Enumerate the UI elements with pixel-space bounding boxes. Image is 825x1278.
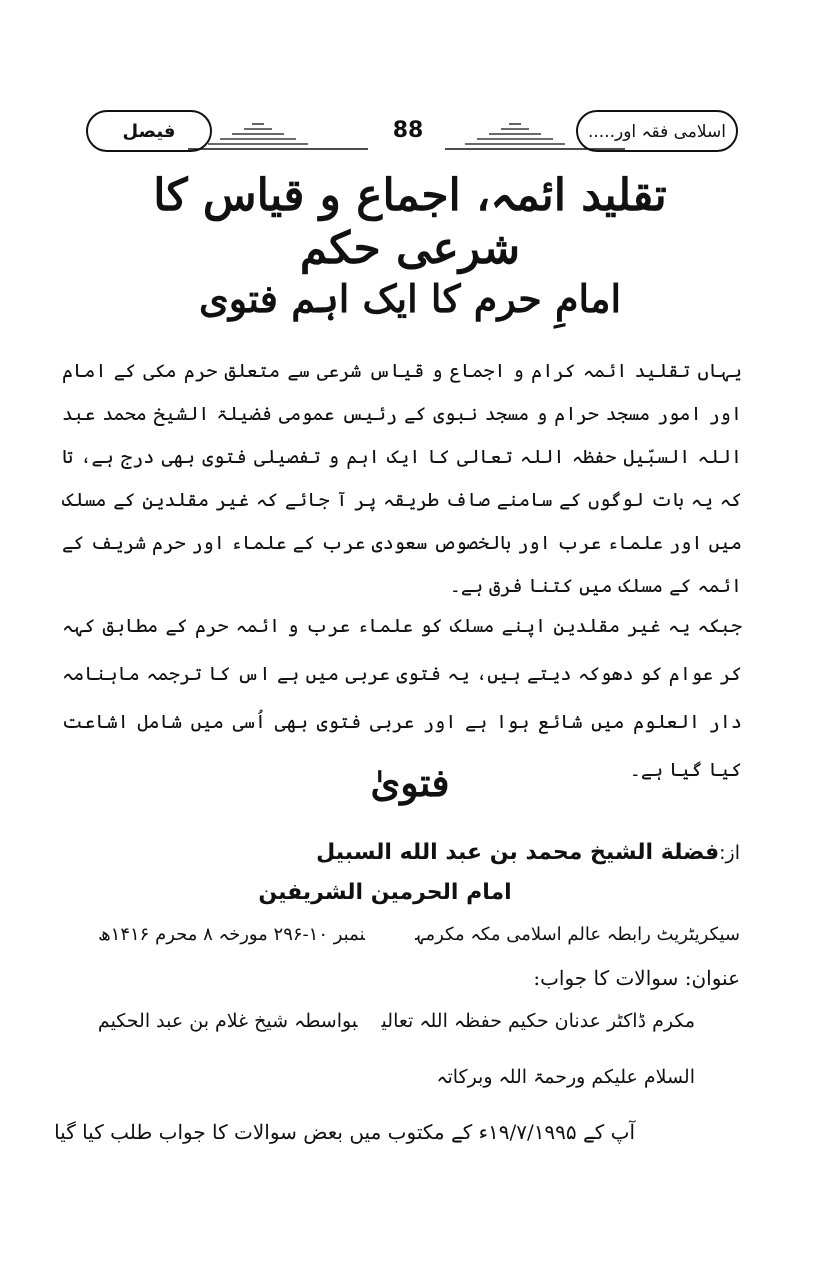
chapter-title: تقلید ائمہ، اجماع و قیاس کا شرعی حکم: [153, 170, 667, 274]
addressee-line: [97, 1010, 695, 1032]
author-name: فضلة الشيخ محمد بن عبد الله السبيل: [316, 840, 720, 865]
reference-number: نمبر ۱۰-۲۹۶ مورخہ ۸ محرم ۱۴۱۶ھ: [98, 924, 365, 945]
running-header-text: اسلامی فقہ اور.....: [587, 121, 727, 142]
reply-line: آپ کے ۱۹/۷/۱۹۹۵ء کے مکتوب میں بعض سوالات کا جواب طلب کیا گیا: [54, 1120, 635, 1144]
book-tab-text: فیصل: [122, 120, 176, 142]
ornament-left: [188, 118, 368, 152]
fatwa-author: [150, 840, 740, 865]
addressee-name: مکرم ڈاکٹر عدنان حکیم حفظہ اللہ تعالی: [381, 1010, 695, 1032]
page-number: 88: [392, 118, 424, 143]
running-header-label: [576, 110, 738, 152]
subject-line: عنوان: سوالات کا جواب:: [533, 966, 740, 990]
paragraph-context: جبکہ یہ غیر مقلدین اپنے مسلک کو علماء عرب و ائمہ حرم کے مطابق کہہ کر عوام کو دھوکہ دیتے ہیں، یہ فتوی عربی میں ہے اس کا ترجمہ ماہنامہ دار العلوم میں شائع ہوا ہے اور عربی فتوی بھی اُسی میں شامل اشاعت کیا گیا ہے۔: [62, 615, 742, 781]
secretariat-line: [98, 924, 740, 945]
paragraph-intro: یہاں تقلید ائمہ کرام و اجماع و قیاس شرعی سے متعلق حرم مکی کے امام اور امور مسجد حرام و مسجد نبوی کے رئیس عمومی فضیلۃ الشیخ محمد عبد اللہ السبّیل حفظہ اللہ تعالی کا ایک اہم و تفصیلی فتوی بھی درج ہے، تا کہ یہ بات لوگوں کے سامنے صاف طریقہ پر آ جائے کہ غیر مقلدین کے مسلک میں اور علماء عرب اور بالخصوص سعودی عرب کے علماء اور حرم شریف کے ائمہ کے مسلک میں کتنا فرق ہے۔: [62, 360, 742, 597]
author-title: امام الحرمين الشريفين: [258, 880, 512, 905]
fatwa-heading: فتویٰ: [370, 760, 450, 805]
secretariat-name: سیکریٹریٹ رابطہ عالم اسلامی مکہ مکرمہ: [414, 924, 740, 945]
author-prefix: از:: [719, 842, 740, 864]
greeting-line: السلام علیکم ورحمۃ اللہ وبرکاتہ: [436, 1066, 695, 1088]
via-name: بواسطہ شیخ غلام بن عبد الحکیم: [97, 1010, 358, 1032]
section-subtitle: امامِ حرم کا ایک اہم فتوی: [198, 276, 622, 321]
